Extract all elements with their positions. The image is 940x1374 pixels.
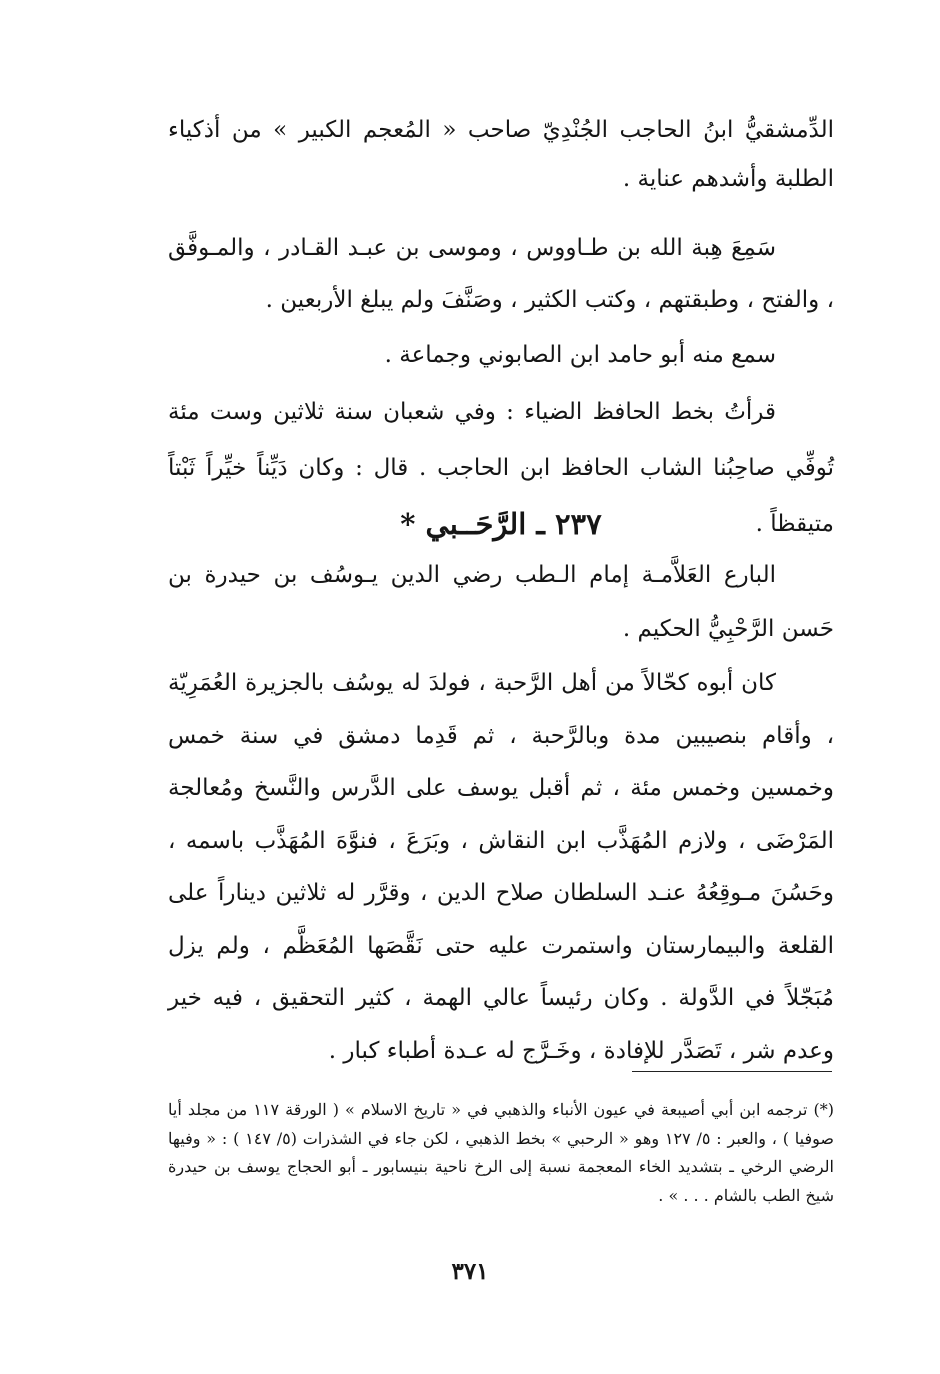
footnote: (*) ترجمه ابن أبي أصيبعة في عيون الأنباء والذهبي في « تاريخ الاسلام » ( الورقة ١١٧ من مجلد أيا صوفيا ) ، والعبر : ٥/ ١٢٧ وهو « الرحبي » بخط الذهبي ، لكن جاء في الشذرات (٥/ ١٤٧ ) : « وفيها الرضي الرخي ـ بتشديد الخاء المعجمة نسبة إلى الرخ ناحية بنيسابور ـ أبو الحجاج يوسف بن حيدرة شيخ الطب بالشام . . . » . (168, 1100, 835, 1205)
heard-from-paragraph: سمع منه أبو حامد ابن الصابوني وجماعة . (384, 342, 776, 368)
page-number: ٣٧١ (451, 1258, 489, 1285)
footnote-divider (632, 1071, 832, 1072)
bio-paragraph-block (168, 548, 834, 656)
sama-paragraph-block (168, 222, 834, 326)
bio-paragraph: البارع العَلاَّمـة إمام الـطب رضي الدين يـوسُف بن حيدرة بن حَسن الرَّحْبِيُّ الحكيم . (168, 562, 834, 642)
heard-from-paragraph-block (168, 326, 834, 384)
body-paragraph-block (168, 657, 834, 1077)
qaraat-paragraph: قرأتُ بخط الحافظ الضياء : وفي شعبان سنة ثلاثين وست مئة تُوفِّي صاحِبُنا الشاب الحافظ ابن الحاجب . قال : وكان دَيِّناً خيِّراً ثَبْتاً متيقظاً . (168, 399, 834, 537)
body-paragraph: كان أبوه كحّالاً من أهل الرَّحبة ، فولدَ له يوسُف بالجزيرة العُمَرِيّة ، وأقام بنصيبين مدة وبالرَّحبة ، ثم قَدِما دمشق في سنة خمس وخمسين وخمس مئة ، ثم أقبل يوسف على الدَّرس والنَّسخ ومُعالجة المَرْضَى ، ولازم المُهَذَّب ابن النقاش ، وبَرَعَ ، فنوَّهَ المُهَذَّب باسمه ، وحَسُنَ مـوقِعُهُ عنـد السلطان صلاح الدين ، وقرَّر له ثلاثين ديناراً على القلعة والبيمارستان واستمرت عليه حتى نَقَّصَها المُعَظَّم ، ولم يزل مُبَجّلاً في الدَّولة . وكان رئيساً عالي الهمة ، كثير التحقيق ، فيه خير وعدم شر ، تَصَدَّر للإفادة ، وخَـرَّج له عـدة أطباء كبار . (168, 670, 834, 1064)
entry-title: ٢٣٧ ـ الرَّحَــبي * (400, 507, 602, 541)
intro-paragraph: الدِّمشقيُّ ابنُ الحاجب الجُنْدِيّ صاحب « المُعجم الكبير » من أذكياء الطلبة وأشدهم عناية . (168, 117, 834, 192)
intro-paragraph-block (168, 106, 834, 204)
sama-paragraph: سَمِعَ هِبة الله بن طـاووس ، وموسى بن عبـد القـادر ، والمـوفَّق ، والفتح ، وطبقتهم ، وكتب الكثير ، وصَنَّفَ ولم يبلغ الأربعين . (168, 235, 834, 313)
